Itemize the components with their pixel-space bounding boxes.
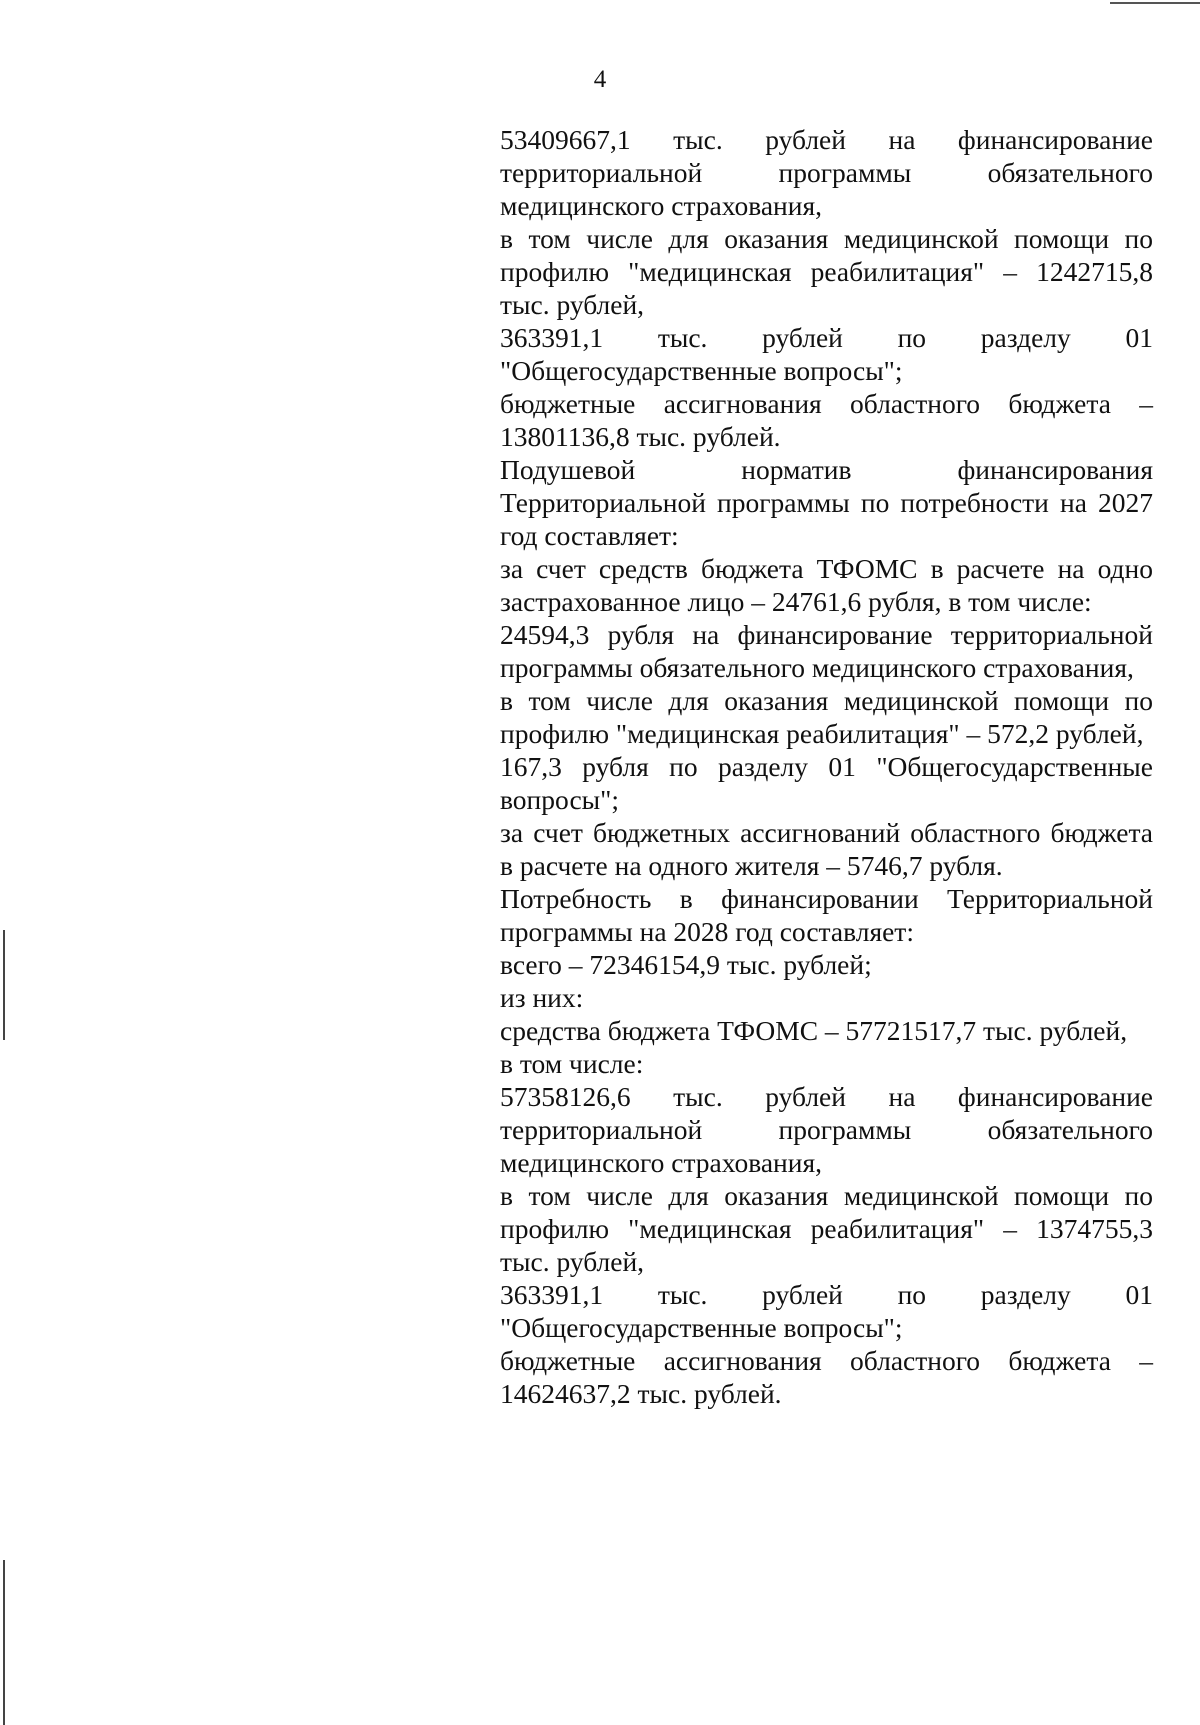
paragraph: в том числе: (500, 1048, 644, 1079)
paragraph: всего – 72346154,9 тыс. рублей; (500, 949, 872, 980)
paragraph: 57358126,6 тыс. рублей на финансирование территориальной программы обязательного медицинского страхования, (500, 1081, 1153, 1178)
paragraph: в том числе для оказания медицинской помощи по профилю "медицинская реабилитация" – 1242715,8 тыс. рублей, (500, 223, 1153, 320)
paragraph: 53409667,1 тыс. рублей на финансирование территориальной программы обязательного медицинского страхования, (500, 124, 1153, 221)
paragraph: Подушевой норматив финансирования Территориальной программы по потребности на 2027 год составляет: (500, 454, 1153, 551)
scan-artifact-left-edge (3, 930, 5, 1040)
paragraph: 363391,1 тыс. рублей по разделу 01 "Общегосударственные вопросы"; (500, 1279, 1153, 1343)
paragraph: 167,3 рубля по разделу 01 "Общегосударственные вопросы"; (500, 751, 1153, 815)
paragraph: 363391,1 тыс. рублей по разделу 01 "Общегосударственные вопросы"; (500, 322, 1153, 386)
paragraph: Потребность в финансировании Территориальной программы на 2028 год составляет: (500, 883, 1153, 947)
scan-artifact-left-edge (3, 1560, 5, 1725)
scan-artifact-top-line (1110, 2, 1200, 4)
paragraph: за счет бюджетных ассигнований областного бюджета в расчете на одного жителя – 5746,7 рубля. (500, 817, 1153, 881)
paragraph: 24594,3 рубля на финансирование территориальной программы обязательного медицинского страхования, (500, 619, 1153, 683)
paragraph: в том числе для оказания медицинской помощи по профилю "медицинская реабилитация" – 572,2 рублей, (500, 685, 1153, 749)
paragraph: из них: (500, 982, 584, 1013)
document-body (500, 123, 1153, 1410)
paragraph: бюджетные ассигнования областного бюджета – 14624637,2 тыс. рублей. (500, 1345, 1153, 1409)
paragraph: за счет средств бюджета ТФОМС в расчете на одно застрахованное лицо – 24761,6 рубля, в том числе: (500, 553, 1153, 617)
paragraph: бюджетные ассигнования областного бюджета – 13801136,8 тыс. рублей. (500, 388, 1153, 452)
paragraph: средства бюджета ТФОМС – 57721517,7 тыс. рублей, (500, 1015, 1128, 1046)
paragraph: в том числе для оказания медицинской помощи по профилю "медицинская реабилитация" – 1374755,3 тыс. рублей, (500, 1180, 1153, 1277)
page-number: 4 (593, 66, 607, 93)
